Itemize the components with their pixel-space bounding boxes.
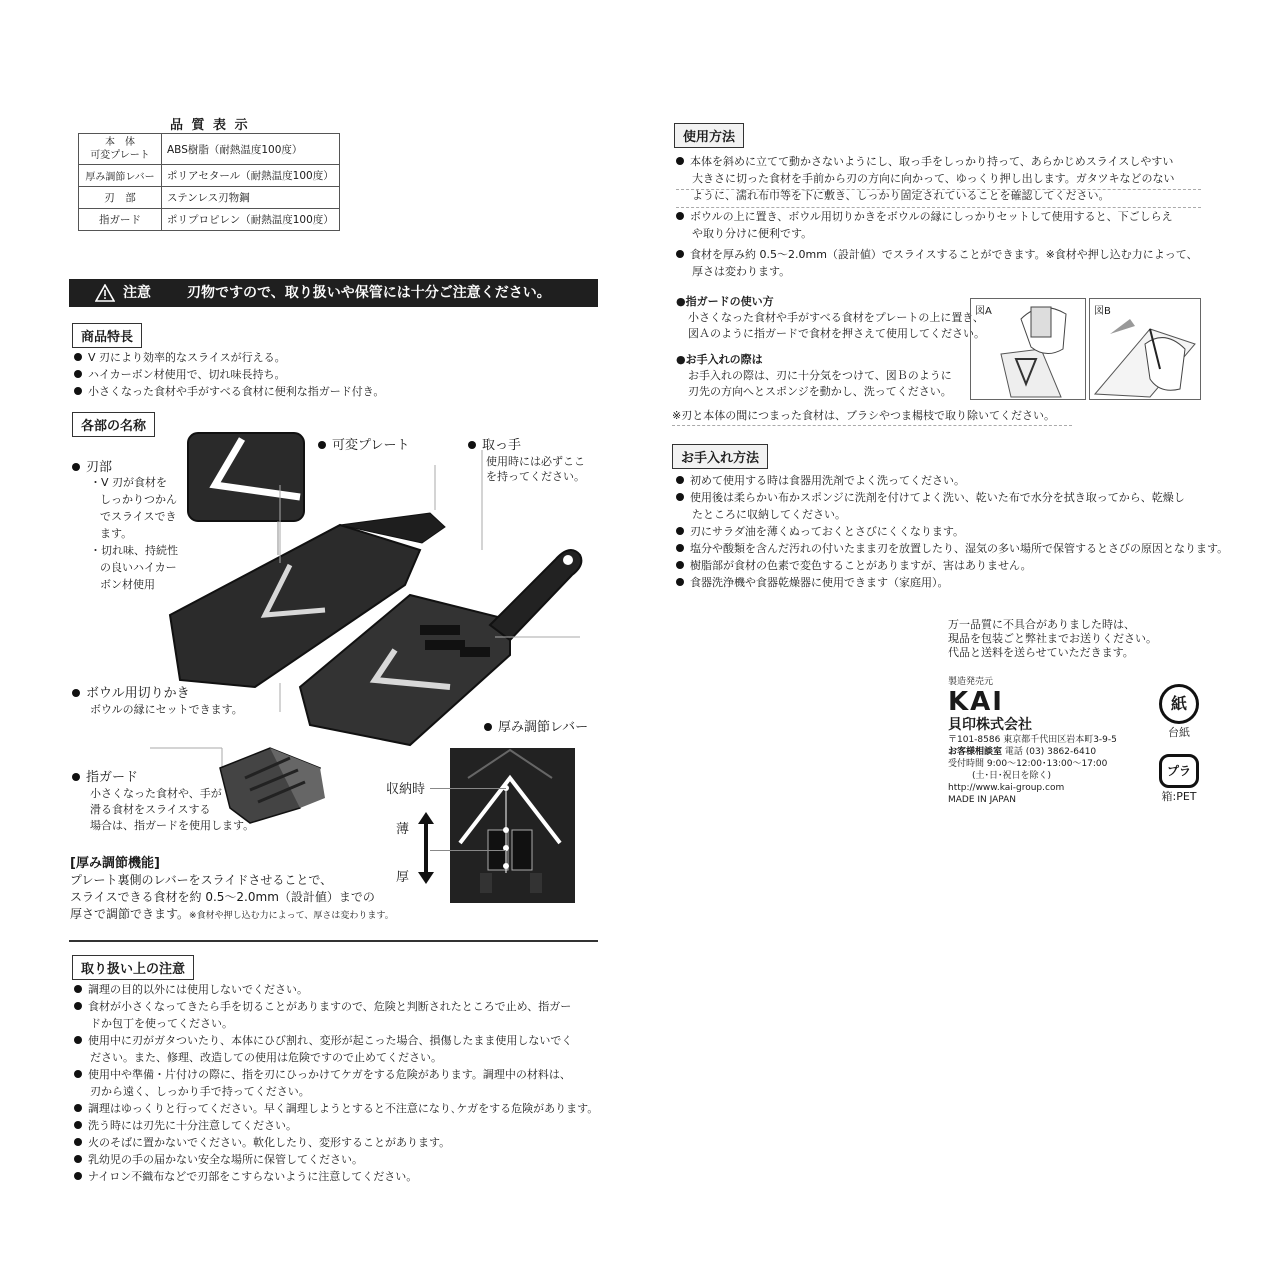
bullet-icon	[676, 250, 684, 258]
list-item: ハイカーボン材使用で、切れ味長持ち。	[74, 366, 285, 383]
bullet-icon	[74, 985, 82, 993]
warning-label: 注意	[123, 285, 151, 301]
divider	[69, 940, 598, 942]
made-in: MADE IN JAPAN	[948, 795, 1017, 805]
paper-recycle-icon: 紙	[1159, 684, 1199, 724]
bullet-icon	[72, 773, 80, 781]
thick-label: 厚	[396, 870, 410, 885]
bullet-icon	[74, 1121, 82, 1129]
maker-closed: (土･日･祝日を除く)	[972, 771, 1052, 781]
warning-text: 刃物ですので、取り扱いや保管には十分ご注意ください。	[187, 285, 551, 301]
list-item: ボウルの上に置き、ボウル用切りかきをボウルの縁にしっかりセットして使用すると、下ごしらえ や取り分けに便利です。	[676, 208, 1198, 242]
divider	[676, 189, 1201, 190]
bullet-icon	[676, 157, 684, 165]
plastic-label: 箱:PET	[1161, 790, 1197, 803]
care-title: お手入れ方法	[672, 444, 768, 469]
quality-key: 本 体 可変プレート	[79, 134, 162, 165]
usage-list	[676, 153, 1198, 280]
bullet-icon	[676, 544, 684, 552]
callout-lever: 厚み調節レバー	[484, 716, 588, 735]
list-item: 樹脂部が食材の色素で変色することがありますが、害はありません。	[676, 557, 1228, 574]
list-item: 本体を斜めに立てて動かさないようにし、取っ手をしっかり持って、あらかじめスライスしやすい 大きさに切った食材を手前から刃の方向に向かって、ゆっくり押し出します。ガタツキなどのない ように、濡れ布巾等を下に敷き、しっかり固定されていることを確認してください。	[676, 153, 1198, 204]
thickness-arrow-icon	[416, 812, 436, 884]
callout-finger-guard: 指ガード	[72, 766, 138, 785]
callout-plate: 可変プレート	[318, 434, 409, 453]
thin-label: 薄	[396, 822, 410, 837]
defect-notice: 万一品質に不具合がありました時は、 現品を包装ごと弊社までお送りください。 代品と送料を送らせていただきます。	[948, 618, 1157, 659]
callout-handle: 取っ手	[468, 434, 521, 453]
maker-support: お客様相談室 電話 (03) 3862-6410	[948, 747, 1097, 757]
finger-guard-description: 小さくなった食材や、手が 滑る食材をスライスする 場合は、指ガードを使用します。	[90, 787, 255, 832]
thickness-title: [厚み調節機能]	[70, 856, 160, 871]
quality-value: ステンレス刃物鋼	[162, 187, 340, 209]
quality-table	[78, 133, 340, 231]
maker-address: 〒101-8586 東京都千代田区岩本町3-9-5	[948, 735, 1117, 745]
handle-description: 使用時には必ずここ を持ってください。	[486, 455, 585, 483]
list-item: 食器洗浄機や食器乾燥器に使用できます（家庭用）。	[676, 574, 1228, 591]
list-item: 洗う時には刃先に十分注意してください。	[74, 1117, 598, 1134]
quality-value: ポリプロピレン（耐熱温度100度）	[162, 209, 340, 231]
list-item: 使用中に刃がガタついたり、本体にひび割れ、変形が起こった場合、損傷したまま使用しないでく ださい。また、修理、改造しての使用は危険ですので止めてください。	[74, 1032, 598, 1066]
list-item: 調理はゆっくりと行ってください。早く調理しようとすると不注意になり､ケガをする危険があります。	[74, 1100, 598, 1117]
blade-description: ・V 刃が食材を しっかりつかん でスライスでき ます。 ・切れ味、持続性 の良いハイカー ボン材使用	[90, 476, 178, 591]
thickness-description: プレート裏側のレバーをスライドさせることで、 スライスできる食材を約 0.5〜2.0mm（設計値）までの 厚さで調節できます。※食材や押し込む力によって、厚さは変わります。	[70, 873, 394, 921]
parts-title: 各部の名称	[72, 412, 155, 437]
care-usage: ●お手入れの際は お手入れの際は、刃に十分気をつけて、図Ｂのように 刃先の方向へとスポンジを動かし、洗ってください。	[676, 353, 952, 398]
paper-recycle-mark	[1156, 684, 1202, 740]
handling-list	[74, 981, 598, 1185]
bullet-icon	[74, 1172, 82, 1180]
maker-label: 製造発売元	[948, 677, 994, 687]
bullet-icon	[74, 1036, 82, 1044]
list-item: 使用後は柔らかい布かスポンジに洗剤を付けてよく洗い、乾いた布で水分を拭き取ってから、乾燥し たところに収納してください。	[676, 489, 1228, 523]
list-item: 食材が小さくなってきたら手を切ることがありますので、危険と判断されたところで止め、指ガー ドか包丁を使ってください。	[74, 998, 598, 1032]
usage-title: 使用方法	[674, 123, 744, 148]
list-item: V 刃により効率的なスライスが行える。	[74, 349, 286, 366]
list-item: 使用中や準備・片付けの際に、指を刃にひっかけてケガをする危険があります。調理中の材料は、 刃から遠く、しっかり手で持ってください。	[74, 1066, 598, 1100]
maker-block	[948, 676, 1117, 806]
figure-a-label: 図A	[975, 306, 992, 317]
warning-bar	[69, 279, 598, 307]
list-item: 調理の目的以外には使用しないでください。	[74, 981, 598, 998]
quality-key: 厚み調節レバー	[79, 165, 162, 187]
bullet-icon	[484, 723, 492, 731]
bowl-notch-description: ボウルの縁にセットできます。	[90, 703, 243, 716]
quality-title: 品 質 表 示	[170, 118, 250, 133]
bullet-icon	[676, 212, 684, 220]
warning-triangle-icon	[95, 284, 115, 302]
callout-bowl-notch: ボウル用切りかき	[72, 682, 190, 701]
maker-url: http://www.kai-group.com	[948, 783, 1065, 793]
table-row	[79, 187, 340, 209]
quality-value: ABS樹脂（耐熱温度100度）	[162, 134, 340, 165]
figure-b	[1089, 298, 1201, 400]
stored-label: 収納時	[386, 782, 426, 797]
lever-diagram	[450, 748, 575, 903]
table-row	[79, 134, 340, 165]
bullet-icon	[676, 527, 684, 535]
bullet-icon	[676, 493, 684, 501]
bullet-icon	[676, 561, 684, 569]
leader-line	[430, 850, 506, 851]
care-list	[676, 472, 1228, 591]
bullet-icon	[72, 689, 80, 697]
list-item: 塩分や酸類を含んだ汚れの付いたまま刃を放置したり、湿気の多い場所で保管するとさびの原因となります。	[676, 540, 1228, 557]
leader-line	[430, 788, 506, 789]
bullet-icon	[74, 1002, 82, 1010]
bullet-icon	[676, 578, 684, 586]
list-item: 初めて使用する時は食器用洗剤でよく洗ってください。	[676, 472, 1228, 489]
callout-blade: 刃部	[72, 456, 112, 475]
list-item: 小さくなった食材や手がすべる食材に便利な指ガード付き。	[74, 383, 384, 400]
usage-note: ※刃と本体の間につまった食材は、ブラシやつま楊枝で取り除いてください。	[672, 409, 1055, 422]
list-item: 火のそばに置かないでください。軟化したり、変形することがあります。	[74, 1134, 598, 1151]
guard-usage: ●指ガードの使い方 小さくなった食材や手がすべる食材をプレートの上に置き、 図Ａのように指ガードで食材を押さえて使用してください。	[676, 295, 985, 340]
bullet-icon	[676, 476, 684, 484]
list-item: ナイロン不織布などで刃部をこすらないように注意してください。	[74, 1168, 598, 1185]
kai-logo: KAI	[948, 687, 1004, 717]
plastic-recycle-icon: プラ	[1159, 754, 1199, 788]
bullet-icon	[318, 441, 326, 449]
bullet-icon	[74, 1104, 82, 1112]
bullet-icon	[74, 353, 82, 361]
handling-title: 取り扱い上の注意	[72, 955, 194, 980]
table-row	[79, 209, 340, 231]
bullet-icon	[468, 441, 476, 449]
bullet-icon	[74, 1070, 82, 1078]
bullet-icon	[74, 1155, 82, 1163]
list-item: 乳幼児の手の届かない安全な場所に保管してください。	[74, 1151, 598, 1168]
bullet-icon	[74, 387, 82, 395]
plastic-recycle-mark	[1156, 754, 1202, 804]
list-item: 食材を厚み約 0.5〜2.0mm（設計値）でスライスすることができます。※食材や押し込む力によって、 厚さは変わります。	[676, 246, 1198, 280]
quality-key: 刃 部	[79, 187, 162, 209]
maker-hours: 受付時間 9:00〜12:00･13:00〜17:00	[948, 759, 1108, 769]
company-name: 貝印株式会社	[948, 717, 1032, 733]
bullet-icon	[72, 463, 80, 471]
features-title: 商品特長	[72, 323, 142, 348]
list-item: 刃にサラダ油を薄くぬっておくとさびにくくなります。	[676, 523, 1228, 540]
paper-label: 台紙	[1168, 726, 1190, 739]
figure-b-label: 図B	[1094, 306, 1111, 317]
quality-value: ポリアセタール（耐熱温度100度）	[162, 165, 340, 187]
bullet-icon	[74, 370, 82, 378]
divider	[672, 425, 1072, 426]
table-row	[79, 165, 340, 187]
quality-key: 指ガード	[79, 209, 162, 231]
figure-a	[970, 298, 1086, 400]
bullet-icon	[74, 1138, 82, 1146]
divider	[676, 207, 1201, 208]
